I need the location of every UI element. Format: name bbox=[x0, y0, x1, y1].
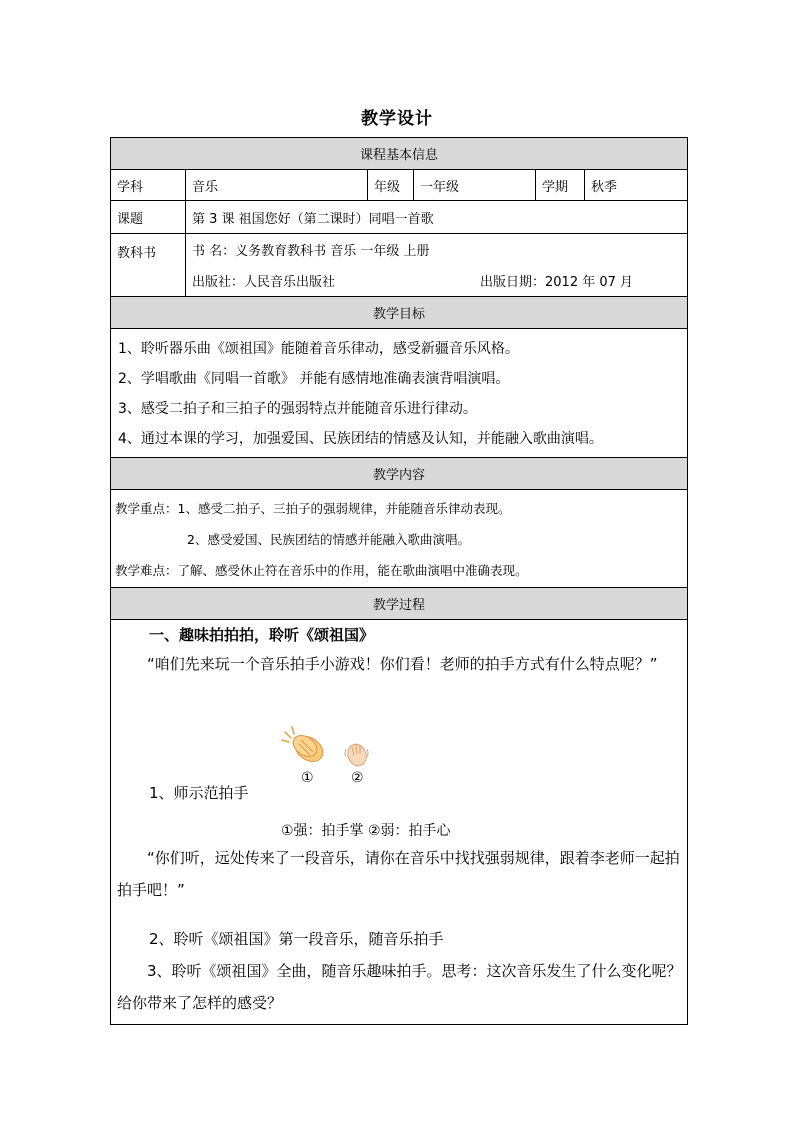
objective-item: 2、学唱歌曲《同唱一首歌》 并能有感情地准确表演背唱演唱。 bbox=[118, 371, 510, 387]
subject-row bbox=[111, 170, 687, 201]
objectives-header bbox=[111, 297, 687, 329]
lesson-value: 第 3 课 祖国您好（第二课时）同唱一首歌 bbox=[192, 211, 434, 227]
objective-item: 1、聆听器乐曲《颂祖国》能随着音乐律动，感受新疆音乐风格。 bbox=[118, 341, 519, 357]
step-2: 2、聆听《颂祖国》第一段音乐，随音乐拍手 bbox=[149, 930, 444, 948]
grade-label: 年级 bbox=[368, 170, 414, 200]
objectives-list bbox=[111, 329, 687, 458]
page-title: 教学设计 bbox=[361, 109, 433, 129]
content-header bbox=[111, 458, 687, 490]
clap-legend: ①强：拍手掌 ②弱：拍手心 bbox=[281, 823, 451, 839]
objective-item: 3、感受二拍子和三拍子的强弱特点并能随音乐进行律动。 bbox=[118, 401, 477, 417]
lesson-row bbox=[111, 201, 687, 234]
book-name: 书 名：义务教育教科书 音乐 一年级 上册 bbox=[192, 244, 430, 259]
textbook-info bbox=[186, 234, 687, 296]
publish-info bbox=[186, 265, 687, 296]
publisher: 出版社：人民音乐出版社 bbox=[192, 275, 336, 290]
publish-date: 出版日期：2012 年 07 月 bbox=[480, 275, 634, 290]
subject-label: 学科 bbox=[111, 170, 186, 200]
process-header-text: 教学过程 bbox=[372, 598, 425, 613]
subject-value: 音乐 bbox=[186, 170, 368, 200]
process-header bbox=[111, 588, 687, 620]
step-3: 3、聆听《颂祖国》全曲，随音乐趣味拍手。思考：这次音乐发生了什么变化呢？给你带来了怎样的感受？ bbox=[117, 962, 682, 1012]
clap-marker-2: ② bbox=[351, 770, 364, 786]
grade-value: 一年级 bbox=[414, 170, 536, 200]
step-1: 1、师示范拍手 bbox=[149, 784, 249, 802]
lesson-label: 课题 bbox=[111, 201, 186, 233]
term-label: 学期 bbox=[536, 170, 585, 200]
term-value: 秋季 bbox=[591, 179, 618, 195]
objective-item: 4、通过本课的学习，加强爱国、民族团结的情感及认知，并能融入歌曲演唱。 bbox=[118, 431, 603, 447]
quote-paragraph: “咱们先来玩一个音乐拍手小游戏！你们看！老师的拍手方式有什么特点呢？” bbox=[147, 655, 658, 673]
key-point-1: 教学重点：1、感受二拍子、三拍子的强弱规律，并能随音乐律动表现。 bbox=[115, 500, 511, 516]
clap-marker-1: ① bbox=[301, 770, 314, 786]
content-list bbox=[111, 490, 687, 588]
clapping-hands-icon bbox=[279, 724, 329, 768]
lesson-plan-table bbox=[110, 137, 688, 1025]
difficulty: 教学难点：了解、感受休止符在音乐中的作用，能在歌曲演唱中准确表现。 bbox=[115, 562, 528, 578]
objectives-header-text: 教学目标 bbox=[372, 307, 425, 322]
process-body bbox=[111, 620, 687, 1024]
basic-info-header-text: 课程基本信息 bbox=[359, 148, 438, 163]
section-heading: 一、趣味拍拍拍，聆听《颂祖国》 bbox=[149, 626, 375, 644]
waving-hand-icon bbox=[343, 739, 371, 769]
textbook-row bbox=[111, 234, 687, 297]
content-header-text: 教学内容 bbox=[372, 468, 425, 483]
basic-info-header bbox=[111, 138, 687, 170]
textbook-label: 教科书 bbox=[111, 234, 186, 296]
quote-paragraph: “你们听，远处传来了一段音乐，请你在音乐中找找强弱规律，跟着李老师一起拍拍手吧！” bbox=[117, 849, 680, 899]
key-point-2: 2、感受爱国、民族团结的情感并能融入歌曲演唱。 bbox=[187, 531, 470, 547]
